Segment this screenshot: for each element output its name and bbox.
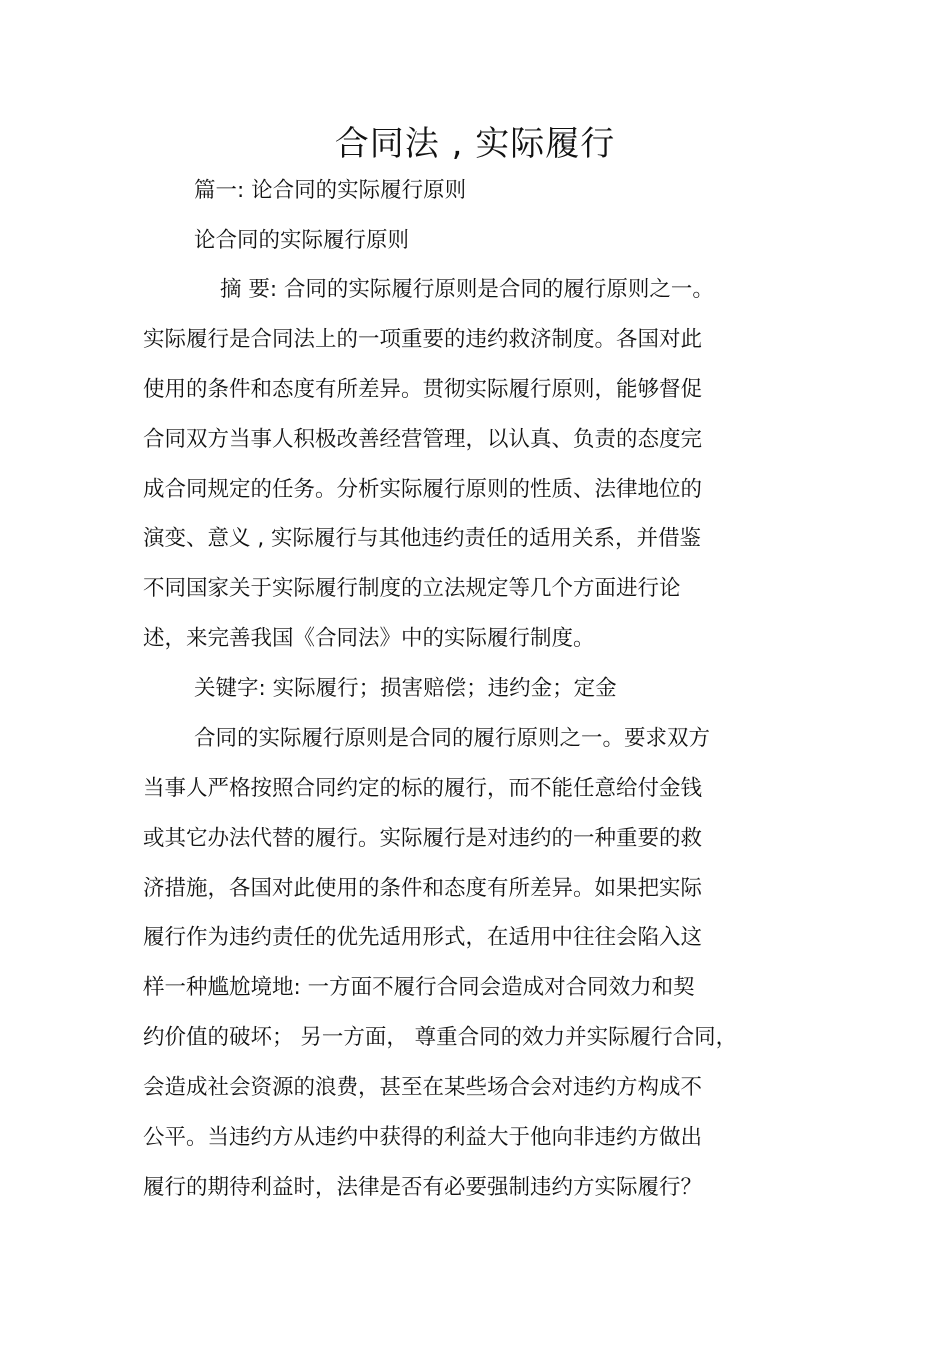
body-line: 或其它办法代替的履行。实际履行是对违约的一种重要的救 [143,826,703,851]
body-line: 济措施，各国对此使用的条件和态度有所差异。如果把实际 [143,876,703,901]
body-line: 会造成社会资源的浪费，甚至在某些场合会对违约方构成不 [143,1075,703,1100]
body-line: 履行作为违约责任的优先适用形式，在适用中往往会陷入这 [143,925,703,950]
abstract-line: 述，来完善我国《合同法》中的实际履行制度。 [143,626,595,651]
body-line: 样一种尴尬境地: 一方面不履行合同会造成对合同效力和契 [143,975,695,1000]
keywords-line: 关键字: 实际履行；损害赔偿；违约金；定金 [194,676,617,701]
body-line: 履行的期待利益时，法律是否有必要强制违约方实际履行？ [143,1175,703,1200]
body-line: 当事人严格按照合同约定的标的履行，而不能任意给付金钱 [143,776,703,801]
abstract-line: 使用的条件和态度有所差异。贯彻实际履行原则，能够督促 [143,377,703,402]
article-subtitle: 论合同的实际履行原则 [194,228,410,253]
body-line: 约价值的破坏； 另一方面， 尊重合同的效力并实际履行合同， [143,1025,738,1050]
body-line: 公平。当违约方从违约中获得的利益大于他向非违约方做出 [143,1125,703,1150]
chapter-heading: 篇一: 论合同的实际履行原则 [194,178,467,203]
body-line: 合同的实际履行原则是合同的履行原则之一。要求双方 [194,726,711,751]
abstract-line: 不同国家关于实际履行制度的立法规定等几个方面进行论 [143,576,681,601]
abstract-line: 摘 要: 合同的实际履行原则是合同的履行原则之一。 [220,277,714,302]
document-title: 合同法 , 实际履行 [334,124,616,164]
abstract-line: 演变、意义 , 实际履行与其他违约责任的适用关系，并借鉴 [143,526,702,551]
abstract-line: 合同双方当事人积极改善经营管理，以认真、负责的态度完 [143,427,703,452]
abstract-line: 实际履行是合同法上的一项重要的违约救济制度。各国对此 [143,327,703,352]
abstract-line: 成合同规定的任务。分析实际履行原则的性质、法律地位的 [143,477,703,502]
